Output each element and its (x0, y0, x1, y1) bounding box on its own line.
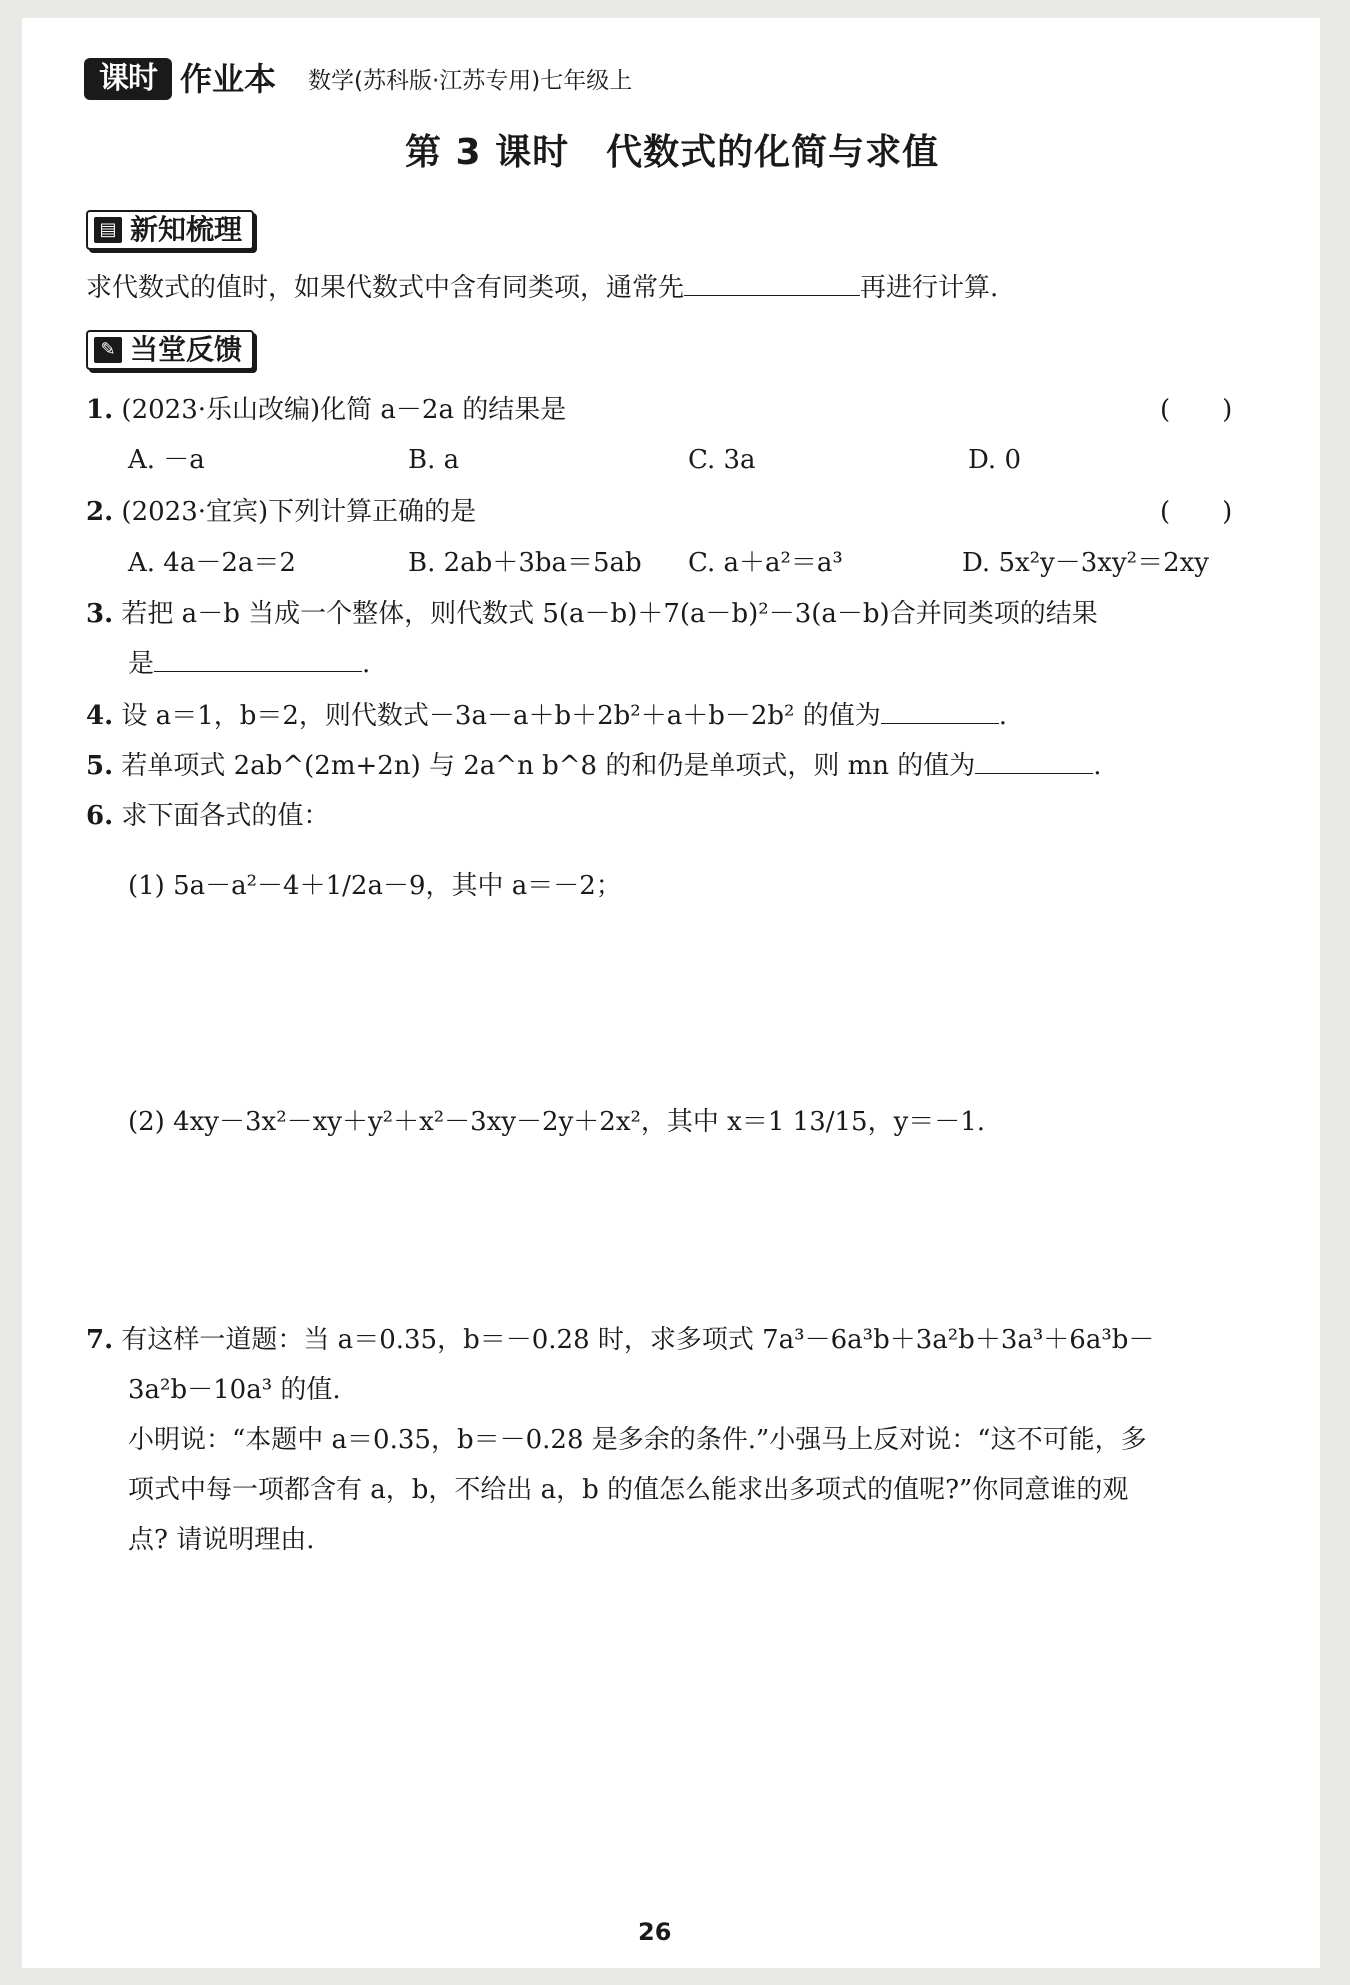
answer-area-7[interactable] (128, 1580, 1208, 1880)
option-c[interactable]: C. a＋a²＝a³ (688, 548, 843, 578)
knowledge-text-before: 求代数式的值时，如果代数式中含有同类项，通常先 (86, 273, 685, 303)
answer-blank[interactable] (975, 747, 1093, 774)
knowledge-text-after: 再进行计算. (860, 273, 999, 303)
question-text: 若把 a－b 当成一个整体，则代数式 5(a－b)＋7(a－b)²－3(a－b)合并同类项的结果 (121, 599, 1098, 629)
question-5: 5. 若单项式 2ab^(2m+2n) 与 2a^n b^8 的和仍是单项式，则 mn 的值为 . (86, 746, 1102, 786)
option-b[interactable]: B. a (408, 445, 460, 475)
question-4: 4. 设 a＝1，b＝2，则代数式－3a－a＋b＋2b²＋a＋b－2b² 的值为 . (86, 696, 1007, 736)
question-number: 7. (86, 1325, 114, 1355)
answer-bracket[interactable]: ( ) (1160, 497, 1233, 527)
question-7-line-3: 小明说：“本题中 a＝0.35，b＝－0.28 是多余的条件.”小强马上反对说：“这不可能，多 (128, 1425, 1147, 1455)
question-text: (2023·乐山改编)化简 a－2a 的结果是 (121, 395, 567, 425)
question-text: 设 a＝1，b＝2，则代数式－3a－a＋b＋2b²＋a＋b－2b² 的值为 (121, 701, 881, 731)
question-number: 4. (86, 701, 114, 731)
question-6-part-1: (1) 5a－a²－4＋1/2a－9，其中 a＝－2； (128, 871, 622, 901)
question-2-stem (86, 492, 476, 532)
section-feedback (86, 330, 254, 370)
option-d[interactable]: D. 0 (968, 445, 1021, 475)
book-icon: ▤ (94, 217, 122, 243)
book-subtitle: 数学(苏科版·江苏专用)七年级上 (308, 68, 633, 94)
option-c[interactable]: C. 3a (688, 445, 756, 475)
question-3-line-2: 是 . (128, 644, 370, 684)
question-number: 3. (86, 599, 114, 629)
lesson-title: 第 3 课时 代数式的化简与求值 (405, 132, 940, 173)
pencil-icon: ✎ (94, 337, 122, 363)
answer-area-6-2[interactable] (128, 1156, 1208, 1316)
brand-name: 作业本 (180, 60, 277, 98)
answer-area-6-1[interactable] (128, 920, 1208, 1080)
section-label: 当堂反馈 (130, 333, 243, 366)
question-text: 是 (128, 649, 155, 679)
section-label: 新知梳理 (130, 213, 243, 246)
answer-bracket[interactable]: ( ) (1160, 395, 1233, 425)
question-7-line-2: 3a²b－10a³ 的值. (128, 1375, 341, 1405)
option-a[interactable]: A. －a (128, 445, 205, 475)
question-number: 2. (86, 497, 114, 527)
page-number: 26 (638, 1918, 672, 1946)
question-7-line-1 (86, 1320, 1154, 1360)
question-7-line-5: 点? 请说明理由. (128, 1525, 315, 1555)
question-7-line-4: 项式中每一项都含有 a，b，不给出 a，b 的值怎么能求出多项式的值呢?”你同意谁的观 (128, 1475, 1129, 1505)
question-number: 6. (86, 801, 114, 831)
option-b[interactable]: B. 2ab＋3ba＝5ab (408, 548, 642, 578)
question-1-stem (86, 390, 566, 430)
question-text: 若单项式 2ab^(2m+2n) 与 2a^n b^8 的和仍是单项式，则 mn 的值为 (121, 751, 976, 781)
option-d[interactable]: D. 5x²y－3xy²＝2xy (962, 548, 1209, 578)
answer-blank[interactable] (154, 645, 362, 672)
question-6-stem (86, 796, 329, 836)
answer-blank[interactable] (881, 697, 999, 724)
question-number: 1. (86, 395, 114, 425)
question-number: 5. (86, 751, 114, 781)
brand-logo-box: 课时 (84, 58, 172, 100)
question-text: 有这样一道题：当 a＝0.35，b＝－0.28 时，求多项式 7a³－6a³b＋3a²b＋3a³＋6a³b－ (121, 1325, 1155, 1355)
knowledge-statement (86, 268, 998, 308)
question-3-line-1 (86, 594, 1098, 634)
option-a[interactable]: A. 4a－2a＝2 (128, 548, 296, 578)
question-text: 求下面各式的值： (121, 801, 330, 831)
question-text: (2023·宜宾)下列计算正确的是 (121, 497, 477, 527)
section-new-knowledge (86, 210, 254, 250)
question-6-part-2: (2) 4xy－3x²－xy＋y²＋x²－3xy－2y＋2x²，其中 x＝1 13/15，y＝－1. (128, 1107, 986, 1137)
answer-blank[interactable] (684, 269, 860, 296)
